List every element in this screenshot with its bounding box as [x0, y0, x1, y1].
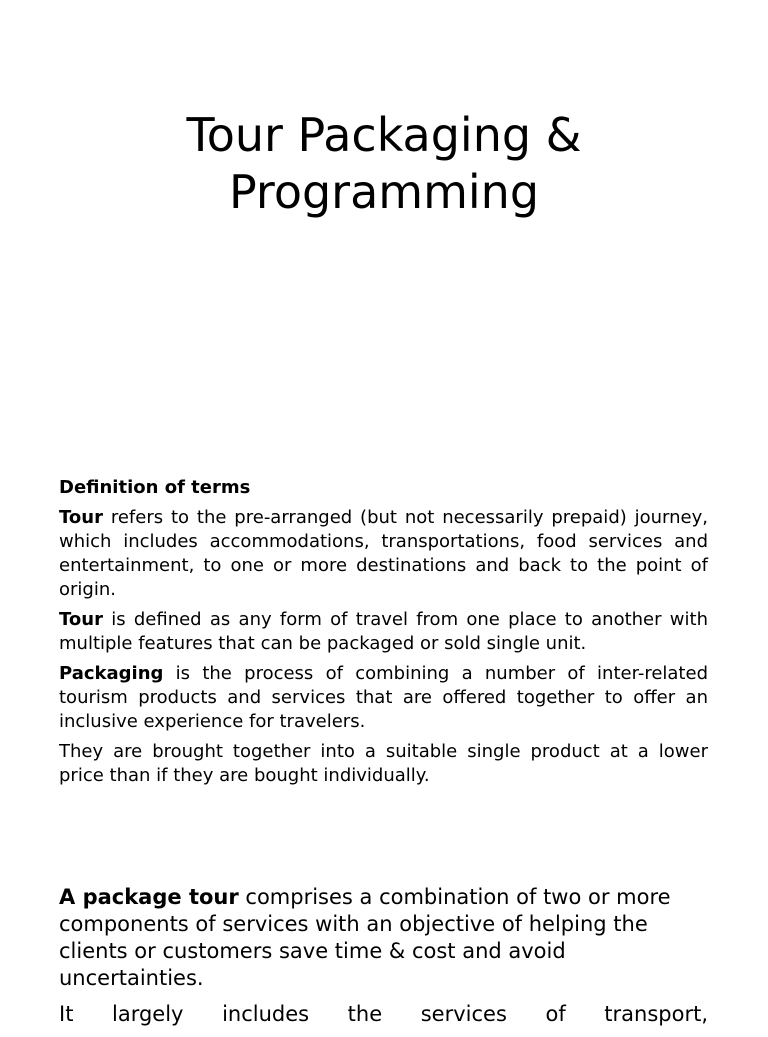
- title-line-1: Tour Packaging &: [186, 108, 582, 162]
- page-title: [0, 107, 768, 221]
- definition-paragraph: [59, 608, 708, 656]
- definition-text: is defined as any form of travel from one place to another with multiple features that can be packaged or sold single unit.: [59, 609, 708, 654]
- title-line-2: Programming: [228, 165, 540, 219]
- package-tour-next-line: It largely includes the services of transport,: [59, 1002, 708, 1026]
- definition-term: Packaging: [59, 663, 164, 684]
- definition-paragraph: [59, 662, 708, 734]
- definition-term: Tour: [59, 507, 103, 528]
- definition-text: refers to the pre-arranged (but not necessarily prepaid) journey, which includes accommodations, transportations, food services and entertainment, to one or more destinations and back to the point of origin.: [59, 507, 708, 600]
- definition-term: Tour: [59, 609, 103, 630]
- definition-paragraph: [59, 740, 708, 788]
- definitions-section: [59, 476, 708, 794]
- definition-paragraph: [59, 506, 708, 602]
- package-tour-term: A package tour: [59, 885, 239, 909]
- package-tour-section: [59, 884, 708, 1037]
- section-heading: Definition of terms: [59, 477, 251, 498]
- definition-text: is the process of combining a number of inter-related tourism products and services that are offered together to offer an inclusive experience for travelers.: [59, 663, 708, 732]
- package-tour-text: comprises a combination of two or more components of services with an objective of helping the clients or customers save time & cost and avoid uncertainties.: [59, 885, 671, 990]
- definition-text: They are brought together into a suitable single product at a lower price than if they are bought individually.: [59, 741, 708, 786]
- package-tour-paragraph: [59, 884, 708, 992]
